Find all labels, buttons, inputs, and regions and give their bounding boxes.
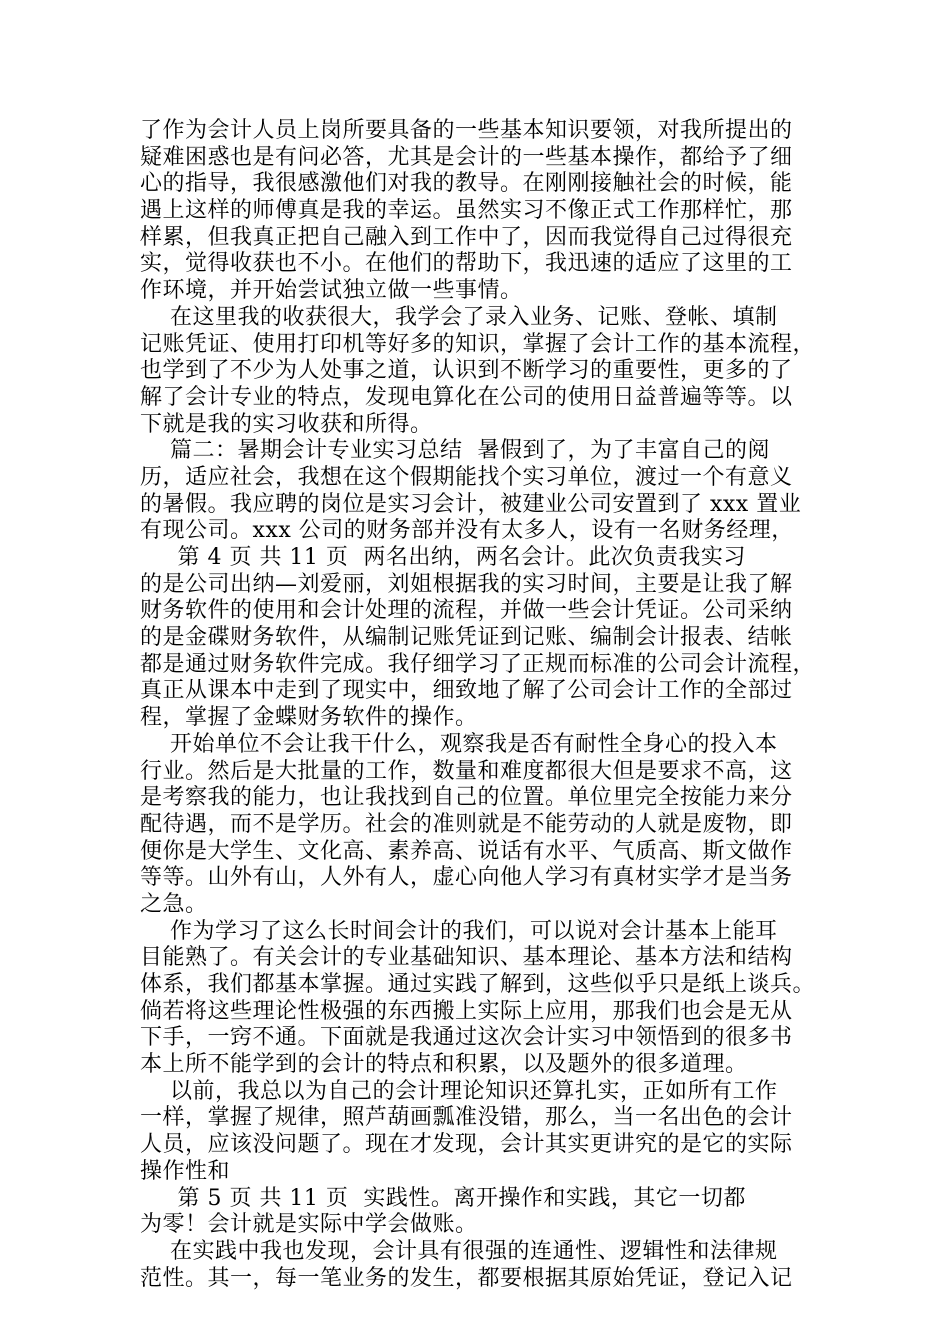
text-line: 实，觉得收获也不小。在他们的帮助下，我迅速的适应了这里的工 bbox=[140, 251, 793, 277]
text-line: 历，适应社会，我想在这个假期能找个实习单位，渡过一个有意义 bbox=[140, 464, 793, 490]
text-line: 行业。然后是大批量的工作，数量和难度都很大但是要求不高，这 bbox=[140, 758, 793, 784]
text-line: 开始单位不会让我干什么，观察我是否有耐性全身心的投入本 bbox=[140, 731, 778, 757]
text-line: 记账凭证、使用打印机等好多的知识，掌握了会计工作的基本流程， bbox=[140, 331, 816, 357]
text-line: 第 4 页 共 11 页 两名出纳，两名会计。此次负责我实习 bbox=[140, 545, 746, 570]
text-line: 也学到了不少为人处事之道，认识到不断学习的重要性，更多的了 bbox=[140, 358, 793, 384]
text-line: 本上所不能学到的会计的特点和积累，以及题外的很多道理。 bbox=[140, 1052, 748, 1078]
text-line: 倘若将这些理论性极强的东西搬上实际上应用，那我们也会是无从 bbox=[140, 998, 793, 1024]
text-line: 以前，我总以为自己的会计理论知识还算扎实，正如所有工作 bbox=[140, 1078, 778, 1104]
text-line: 人员，应该没问题了。现在才发现，会计其实更讲究的是它的实际 bbox=[140, 1132, 793, 1158]
text-line: 之急。 bbox=[140, 891, 208, 917]
text-line: 配待遇，而不是学历。社会的准则就是不能劳动的人就是废物，即 bbox=[140, 811, 793, 837]
text-line: 作为学习了这么长时间会计的我们，可以说对会计基本上能耳 bbox=[140, 918, 778, 944]
text-line: 操作性和 bbox=[140, 1158, 231, 1184]
text-line: 都是通过财务软件完成。我仔细学习了正规而标准的公司会计流程， bbox=[140, 651, 816, 677]
text-line: 样累，但我真正把自己融入到工作中了，因而我觉得自己过得很充 bbox=[140, 224, 793, 250]
text-line: 疑难困惑也是有问必答，尤其是会计的一些基本操作，都给予了细 bbox=[140, 144, 793, 170]
text-line: 便你是大学生、文化高、素养高、说话有水平、气质高、斯文做作 bbox=[140, 838, 793, 864]
text-line: 下手，一窍不通。下面就是我通过这次会计实习中领悟到的很多书 bbox=[140, 1025, 793, 1051]
text-line: 有现公司。xxx 公司的财务部并没有太多人，设有一名财务经理， bbox=[140, 518, 794, 544]
text-line: 程，掌握了金蝶财务软件的操作。 bbox=[140, 705, 478, 731]
text-line: 真正从课本中走到了现实中，细致地了解了公司会计工作的全部过 bbox=[140, 678, 793, 704]
text-line: 了作为会计人员上岗所要具备的一些基本知识要领，对我所提出的 bbox=[140, 118, 793, 143]
text-line: 为零！会计就是实际中学会做账。 bbox=[140, 1212, 478, 1238]
document-body-text bbox=[140, 118, 820, 1292]
text-line: 篇二：暑期会计专业实习总结 暑假到了，为了丰富自己的阅 bbox=[140, 438, 770, 464]
text-line: 的是金碟财务软件，从编制记账凭证到记账、编制会计报表、结帐 bbox=[140, 625, 793, 651]
text-line: 在实践中我也发现，会计具有很强的连通性、逻辑性和法律规 bbox=[140, 1238, 778, 1264]
text-line: 等等。山外有山，人外有人，虚心向他人学习有真材实学才是当务 bbox=[140, 865, 793, 891]
text-line: 范性。其一，每一笔业务的发生，都要根据其原始凭证，登记入记 bbox=[140, 1265, 793, 1291]
text-line: 作环境，并开始尝试独立做一些事情。 bbox=[140, 278, 523, 304]
text-line: 是考察我的能力，也让我找到自己的位置。单位里完全按能力来分 bbox=[140, 785, 793, 811]
text-line: 体系，我们都基本掌握。通过实践了解到，这些似乎只是纸上谈兵。 bbox=[140, 972, 816, 997]
text-line: 在这里我的收获很大，我学会了录入业务、记账、登帐、填制 bbox=[140, 304, 778, 330]
text-line: 心的指导，我很感激他们对我的教导。在刚刚接触社会的时候，能 bbox=[140, 171, 793, 197]
text-line: 遇上这样的师傅真是我的幸运。虽然实习不像正式工作那样忙，那 bbox=[140, 198, 793, 224]
text-line: 一样，掌握了规律，照芦葫画瓢准没错，那么，当一名出色的会计 bbox=[140, 1105, 793, 1131]
text-line: 财务软件的使用和会计处理的流程，并做一些会计凭证。公司采纳 bbox=[140, 598, 793, 624]
text-line: 解了会计专业的特点，发现电算化在公司的使用日益普遍等等。以 bbox=[140, 384, 793, 410]
text-line: 的暑假。我应聘的岗位是实习会计，被建业公司安置到了 xxx 置业 bbox=[140, 491, 802, 517]
text-line: 下就是我的实习收获和所得。 bbox=[140, 411, 433, 437]
text-line: 的是公司出纳—刘爱丽，刘姐根据我的实习时间，主要是让我了解 bbox=[140, 571, 793, 597]
text-line: 目能熟了。有关会计的专业基础知识、基本理论、基本方法和结构 bbox=[140, 945, 793, 971]
text-line: 第 5 页 共 11 页 实践性。离开操作和实践，其它一切都 bbox=[140, 1185, 746, 1211]
